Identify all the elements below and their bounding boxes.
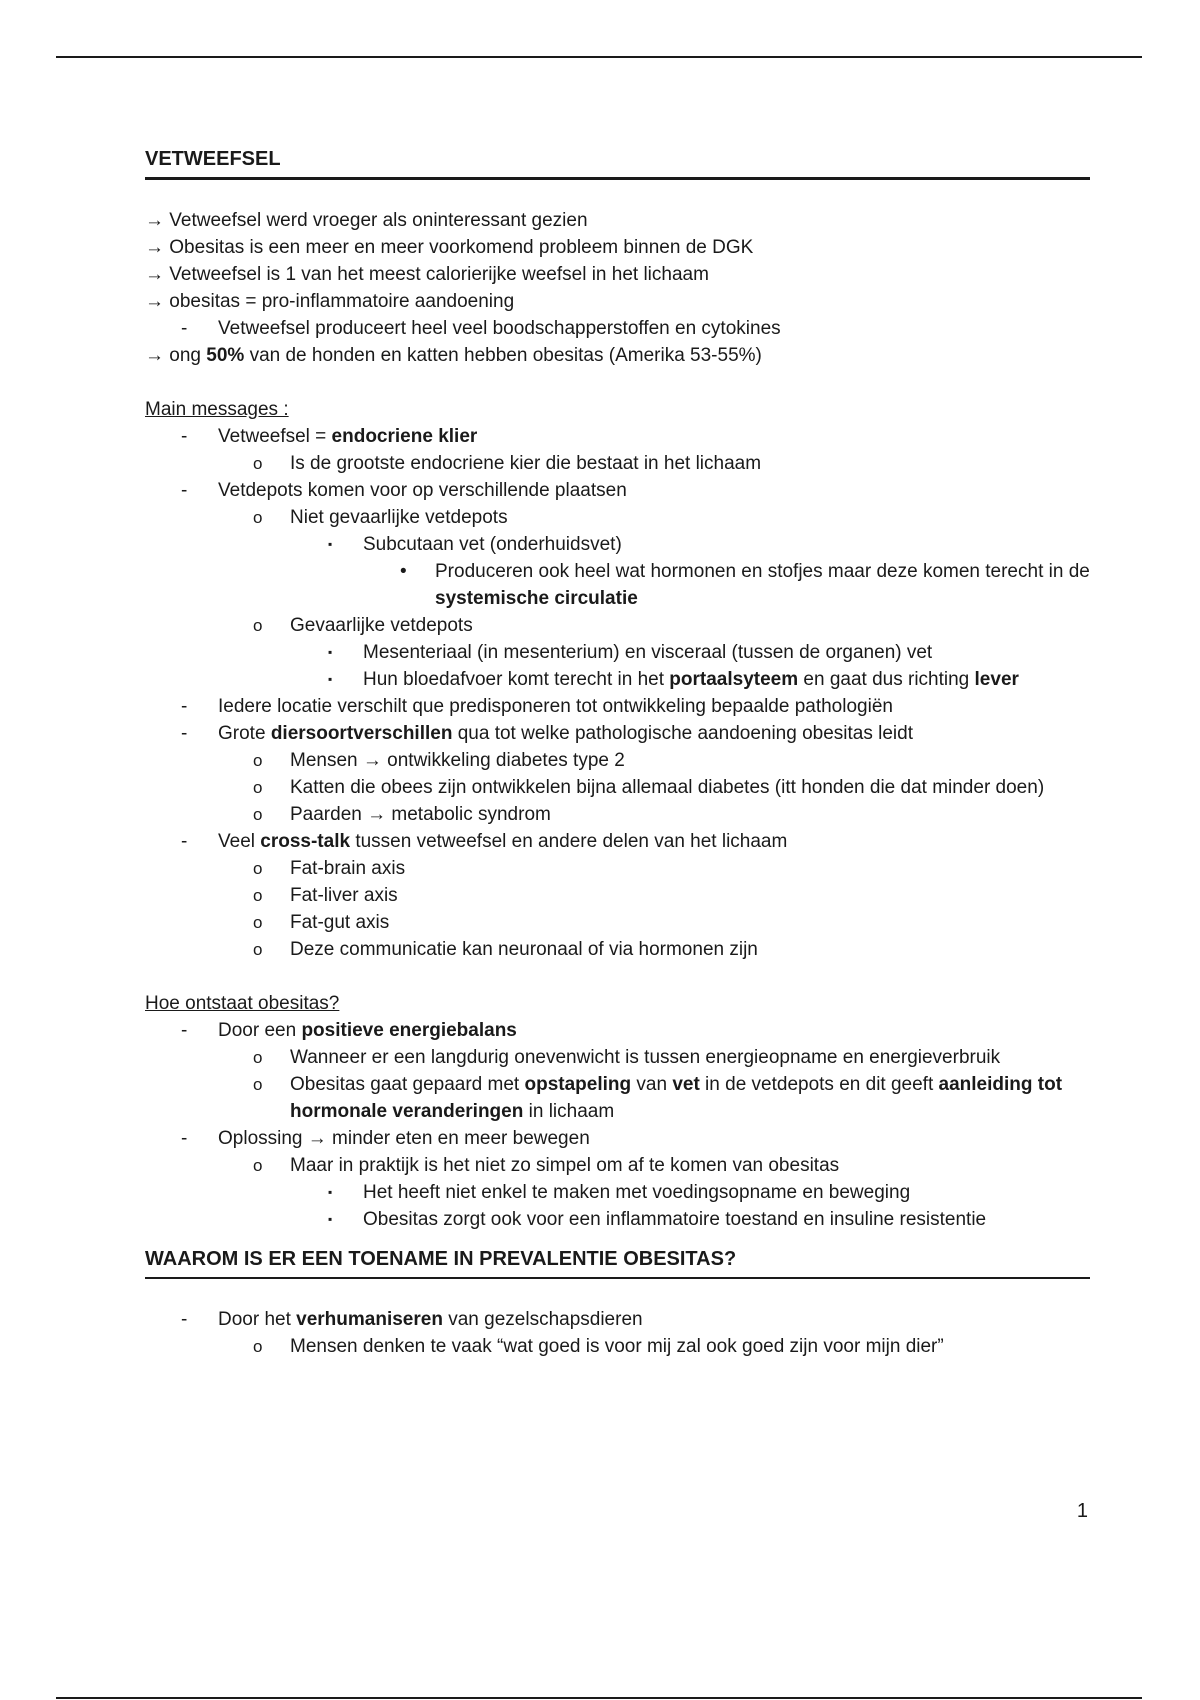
intro-line: → Obesitas is een meer en meer voorkomend probleem binnen de DGK [145,237,754,258]
subheading-main-messages: Main messages : [145,399,289,420]
list-item: - Oplossing → minder eten en meer bewegen [181,1128,590,1149]
subheading-hoe-ontstaat: Hoe ontstaat obesitas? [145,993,340,1014]
arrow-icon: → [145,237,164,258]
list-item: o Fat-gut axis [253,912,390,933]
list-item: - Iedere locatie verschilt que predisponeren tot ontwikkeling bepaalde pathologiën [181,696,893,717]
list-item: ▪ Hun bloedafvoer komt terecht in het portaalsyteem en gaat dus richting lever [328,669,1019,690]
list-item: - Grote diersoortverschillen qua tot welke pathologische aandoening obesitas leidt [181,723,913,744]
document-body [145,146,1090,1360]
list-item: o Deze communicatie kan neuronaal of via hormonen zijn [253,939,758,960]
prevalence-line: → ong 50% van de honden en katten hebben obesitas (Amerika 53-55%) [145,345,762,366]
arrow-icon: → [145,264,164,285]
list-item: ▪ Obesitas zorgt ook voor een inflammatoire toestand en insuline resistentie [328,1209,987,1230]
list-item: o Maar in praktijk is het niet zo simpel om af te komen van obesitas [253,1155,840,1176]
list-item: o Paarden → metabolic syndrom [253,804,551,825]
section-heading-vetweefsel: VETWEEFSEL [145,148,281,170]
list-item: o Niet gevaarlijke vetdepots [253,507,508,528]
intro-line: → Vetweefsel werd vroeger als oninteressant gezien [145,210,588,231]
intro-line: → Vetweefsel is 1 van het meest calorierijke weefsel in het lichaam [145,264,709,285]
list-item: - Door het verhumaniseren van gezelschapsdieren [181,1309,643,1330]
list-item: - Vetdepots komen voor op verschillende plaatsen [181,480,627,501]
list-item: o Katten die obees zijn ontwikkelen bijna allemaal diabetes (itt honden die dat minder doen) [253,777,1045,798]
dash-marker: - [181,318,188,339]
arrow-icon: → [145,345,164,366]
page-top-rule [56,56,1142,58]
list-item: ▪ Het heeft niet enkel te maken met voedingsopname en beweging [328,1182,911,1203]
intro-line: → obesitas = pro-inflammatoire aandoening [145,291,515,312]
list-item: ▪ Subcutaan vet (onderhuidsvet) [328,534,622,555]
list-item: o Gevaarlijke vetdepots [253,615,473,636]
page-bottom-rule [56,1697,1142,1699]
list-item: o Fat-liver axis [253,885,398,906]
arrow-icon: → [145,291,164,312]
list-item: - Vetweefsel = endocriene klier [181,426,478,447]
list-item: o Is de grootste endocriene kier die bestaat in het lichaam [253,453,762,474]
list-item: - Door een positieve energiebalans [181,1020,517,1041]
list-item: • Produceren ook heel wat hormonen en stofjes maar deze komen terecht in de systemische circulatie [400,561,1090,609]
list-item: o Fat-brain axis [253,858,406,879]
list-item: - Veel cross-talk tussen vetweefsel en andere delen van het lichaam [181,831,788,852]
arrow-icon: → [145,210,164,231]
list-item: o Obesitas gaat gepaard met opstapeling van vet in de vetdepots en dit geeft aanleiding tot hormonale veranderingen in lichaam [253,1074,1063,1122]
list-item: o Wanneer er een langdurig onevenwicht is tussen energieopname en energieverbruik [253,1047,1001,1068]
list-item: o Mensen → ontwikkeling diabetes type 2 [253,750,625,771]
list-item: o Mensen denken te vaak “wat goed is voor mij zal ook goed zijn voor mijn dier” [253,1336,944,1357]
section-heading-toename: WAAROM IS ER EEN TOENAME IN PREVALENTIE OBESITAS? [145,1248,737,1270]
page-number: 1 [1076,1500,1088,1522]
list-item: ▪ Mesenteriaal (in mesenterium) en visceraal (tussen de organen) vet [328,642,933,663]
intro-sub-item: - Vetweefsel produceert heel veel boodschapperstoffen en cytokines [145,315,1090,342]
